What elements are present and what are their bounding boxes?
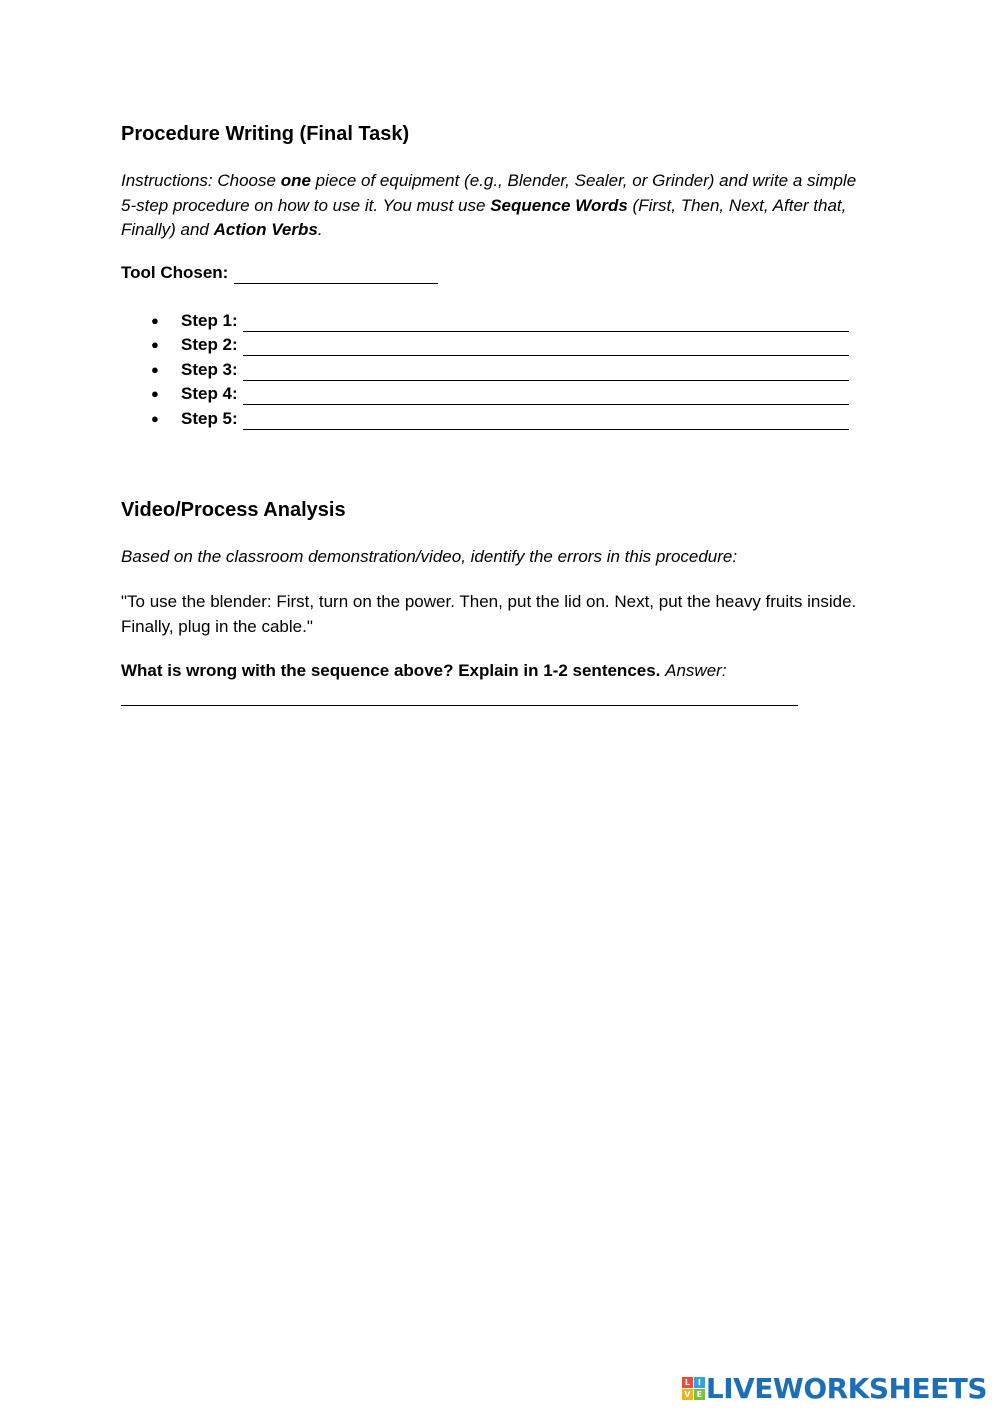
answer-label: Answer: — [665, 661, 727, 680]
liveworksheets-logo — [682, 1372, 987, 1404]
instructions-text-4: . — [317, 220, 323, 239]
instructions-paragraph — [121, 169, 866, 243]
step-item — [151, 381, 849, 406]
analysis-question — [121, 659, 866, 684]
instructions-bold-sequence-words: Sequence Words — [490, 195, 628, 215]
step-5-answer-blank[interactable] — [243, 409, 849, 430]
section-title-procedure-writing: Procedure Writing (Final Task) — [121, 123, 410, 145]
tool-chosen-answer-blank[interactable] — [234, 263, 438, 284]
instructions-text-1: Instructions: Choose — [121, 171, 281, 190]
tool-chosen-row — [121, 262, 438, 284]
step-item — [151, 307, 849, 332]
step-2-answer-blank[interactable] — [243, 335, 849, 356]
bullet-icon: ● — [151, 312, 159, 328]
section-title-video-analysis: Video/Process Analysis — [121, 499, 346, 521]
analysis-answer-blank[interactable] — [121, 705, 798, 706]
step-item — [151, 356, 849, 381]
instructions-text-2: piece of equipment (e.g., Blender, Sealer, or Grinder) and write a simple 5-step procedure on how to use it. You must use — [121, 171, 857, 215]
liveworksheets-mark-icon: L I V E — [682, 1377, 704, 1399]
bullet-icon: ● — [151, 386, 159, 401]
bullet-icon: ● — [151, 337, 159, 352]
bullet-icon: ● — [151, 410, 159, 426]
instructions-text-3: (First, Then, Next, After that, Finally) and — [121, 195, 847, 239]
step-3-answer-blank[interactable] — [243, 360, 849, 381]
step-3-label: Step 3: — [181, 359, 238, 379]
tool-chosen-label: Tool Chosen: — [121, 263, 229, 282]
step-5-label: Step 5: — [181, 408, 238, 428]
step-1-label: Step 1: — [181, 310, 238, 330]
demonstration-note: Based on the classroom demonstration/video, identify the errors in this procedure: — [121, 547, 738, 566]
step-1-answer-blank[interactable] — [243, 311, 849, 332]
blender-procedure-quote: "To use the blender: First, turn on the power. Then, put the lid on. Next, put the heavy fruits inside. Finally, plug in the cable." — [121, 592, 857, 636]
question-text: What is wrong with the sequence above? Explain in 1-2 sentences. — [121, 661, 661, 680]
liveworksheets-logo-text: LIVEWORKSHEETS — [705, 1371, 987, 1405]
instructions-bold-action-verbs: Action Verbs — [213, 220, 318, 239]
step-4-answer-blank[interactable] — [243, 384, 849, 405]
step-item — [151, 405, 849, 430]
step-2-label: Step 2: — [181, 335, 238, 354]
step-4-label: Step 4: — [181, 384, 238, 403]
steps-list — [151, 307, 849, 430]
instructions-bold-one: one — [280, 171, 311, 190]
bullet-icon: ● — [151, 361, 159, 377]
step-item — [151, 332, 849, 357]
